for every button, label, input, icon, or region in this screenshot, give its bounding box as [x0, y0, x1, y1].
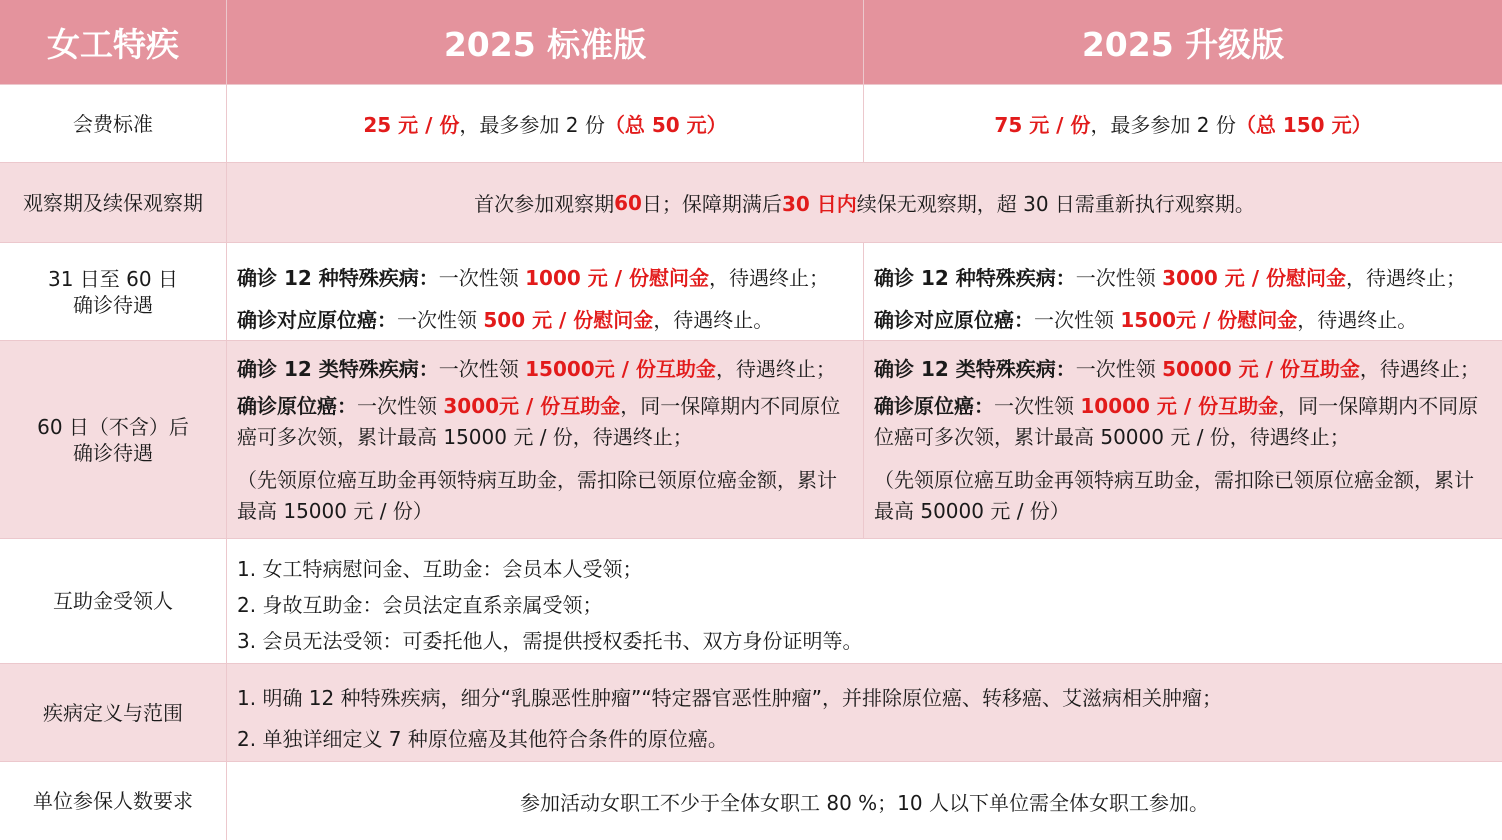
d60-up-l2-red: 10000 元 / 份互助金	[1080, 394, 1279, 418]
observe-t2: 日；保障期满后	[641, 192, 782, 216]
fee-std-total: （总 50 元）	[604, 113, 727, 137]
d60-standard	[227, 341, 864, 539]
header-standard-edition: 2025 标准版	[227, 0, 864, 85]
row-label-disease	[0, 664, 227, 762]
disease-item: 1. 明确 12 种特殊疾病，细分“乳腺恶性肿瘤”“特定器官恶性肿瘤”，并排除原位癌、转移癌、艾滋病相关肿瘤；	[237, 686, 1223, 710]
d31-up-l1-red: 3000 元 / 份慰问金	[1162, 266, 1346, 290]
d60-up-l1-red: 50000 元 / 份互助金	[1162, 357, 1360, 381]
d60-std-l2-red: 3000元 / 份互助金	[443, 394, 621, 418]
fee-up-limit: ，最多参加 2 份	[1090, 113, 1236, 137]
d31-std-line1	[237, 257, 853, 299]
fee-up-price: 75 元 / 份	[994, 113, 1091, 137]
d60-up-line2	[874, 391, 1492, 453]
d31-std-l2-end: ，待遇终止。	[653, 308, 774, 332]
d31-std-l1-red: 1000 元 / 份慰问金	[525, 266, 709, 290]
d31-up-l1-end: ，待遇终止；	[1345, 266, 1466, 290]
d60-std-l2-bold: 确诊原位癌：	[237, 394, 357, 418]
recipient-label: 互助金受领人	[53, 589, 173, 613]
row-label-recipient	[0, 539, 227, 664]
observation-content	[227, 163, 1502, 243]
fee-upgrade	[864, 85, 1502, 163]
d60-std-l2-text: 一次性领	[357, 394, 444, 418]
observe-renew-window: 30 日内	[781, 192, 857, 216]
row-label-after-60	[0, 341, 227, 539]
row-label-observation	[0, 163, 227, 243]
d31-std-l2-bold: 确诊对应原位癌：	[237, 308, 397, 332]
d60-std-l1-red: 15000元 / 份互助金	[525, 357, 716, 381]
fee-std-price: 25 元 / 份	[363, 113, 460, 137]
fee-std-limit: ，最多参加 2 份	[459, 113, 605, 137]
d60-std-l2-end: ，同一保障期内不同原位癌可多次领，累计最高 15000 元 / 份，待遇终止；	[237, 394, 841, 449]
disease-item: 2. 单独详细定义 7 种原位癌及其他符合条件的原位癌。	[237, 727, 728, 751]
d60-up-l1-text: 一次性领	[1075, 357, 1163, 381]
fee-standard	[227, 85, 864, 163]
d60-up-l2-text: 一次性领	[994, 394, 1081, 418]
d60-std-l1-text: 一次性领	[438, 357, 526, 381]
header-upgrade-edition: 2025 升级版	[864, 0, 1502, 85]
d60-std-line1	[237, 352, 853, 387]
d60-upgrade	[864, 341, 1502, 539]
disease-label: 疾病定义与范围	[43, 700, 183, 725]
d60-up-note: （先领原位癌互助金再领特病互助金，需扣除已领原位癌金额，累计最高 50000 元 / 份）	[874, 468, 1474, 523]
d60-std-l1-bold: 确诊 12 类特殊疾病：	[237, 357, 439, 381]
d31-up-line1	[874, 257, 1492, 299]
d31-label-line1: 31 日至 60 日	[48, 266, 178, 291]
d31-std-l2-red: 500 元 / 份慰问金	[483, 308, 654, 332]
d31-std-l2-text: 一次性领	[397, 308, 484, 332]
fee-label: 会费标准	[73, 111, 153, 136]
observe-t3: 续保无观察期，超 30 日需重新执行观察期。	[856, 192, 1255, 216]
d31-standard	[227, 243, 864, 341]
row-label-31-60	[0, 243, 227, 341]
d60-up-l2-end: ，同一保障期内不同原位癌可多次领，累计最高 50000 元 / 份，待遇终止；	[874, 394, 1479, 449]
unit-text: 参加活动女职工不少于全体女职工 80 %；10 人以下单位需全体女职工参加。	[520, 790, 1209, 815]
d31-up-l1-text: 一次性领	[1075, 266, 1163, 290]
d60-label-line1: 60 日（不含）后	[37, 414, 189, 439]
d31-upgrade	[864, 243, 1502, 341]
row-label-fee	[0, 85, 227, 163]
d31-up-l1-bold: 确诊 12 种特殊疾病：	[874, 266, 1076, 290]
d31-up-line2	[874, 299, 1492, 341]
unit-content	[227, 762, 1502, 840]
observe-days: 60	[614, 190, 642, 215]
recipient-item: 2. 身故互助金：会员法定直系亲属受领；	[237, 593, 603, 617]
d31-std-l1-end: ，待遇终止；	[708, 266, 829, 290]
d60-std-line2	[237, 391, 853, 453]
d31-std-l1-text: 一次性领	[438, 266, 526, 290]
d31-up-l2-text: 一次性领	[1034, 308, 1121, 332]
d60-std-note: （先领原位癌互助金再领特病互助金，需扣除已领原位癌金额，累计最高 15000 元 / 份）	[237, 468, 837, 523]
d60-up-line1	[874, 352, 1492, 387]
d31-label-line2: 确诊待遇	[73, 292, 153, 317]
d31-up-l2-bold: 确诊对应原位癌：	[874, 308, 1034, 332]
recipient-item: 3. 会员无法受领：可委托他人，需提供授权委托书、双方身份证明等。	[237, 629, 863, 653]
header-product-name: 女工特疾	[0, 0, 227, 85]
disease-content	[227, 664, 1502, 762]
unit-label: 单位参保人数要求	[33, 789, 193, 813]
d31-up-l2-end: ，待遇终止。	[1297, 308, 1418, 332]
d31-std-line2	[237, 299, 853, 341]
recipient-item: 1. 女工特病慰问金、互助金：会员本人受领；	[237, 557, 643, 581]
row-label-unit	[0, 762, 227, 840]
observe-t1: 首次参加观察期	[474, 192, 615, 216]
fee-up-total: （总 150 元）	[1235, 113, 1372, 137]
d60-up-l2-bold: 确诊原位癌：	[874, 394, 994, 418]
d60-up-l1-bold: 确诊 12 类特殊疾病：	[874, 357, 1076, 381]
d31-std-l1-bold: 确诊 12 种特殊疾病：	[237, 266, 439, 290]
d60-std-l1-end: ，待遇终止；	[715, 357, 836, 381]
d60-label-line2: 确诊待遇	[73, 440, 153, 465]
recipient-content	[227, 539, 1502, 664]
observe-label: 观察期及续保观察期	[23, 190, 203, 215]
d31-up-l2-red: 1500元 / 份慰问金	[1120, 308, 1298, 332]
d60-up-l1-end: ，待遇终止；	[1359, 357, 1480, 381]
